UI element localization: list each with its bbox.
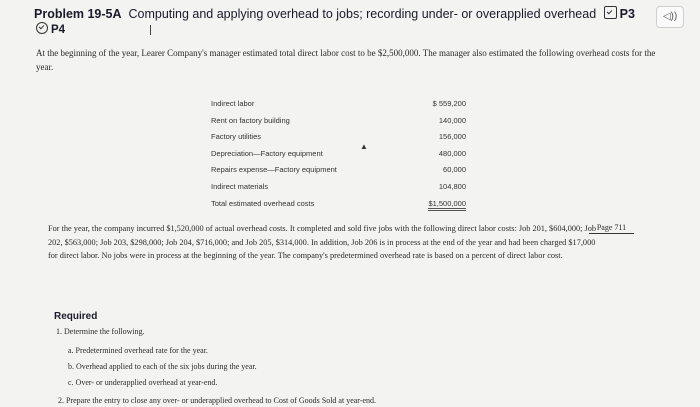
audio-speaker-button[interactable]: ◁)) [656, 6, 684, 28]
cost-row [211, 129, 469, 146]
cost-value: $1,500,000 [428, 199, 466, 211]
intro-paragraph: At the beginning of the year, Learer Company's manager estimated total direct labor cost to be $2,500,000. The manager also estimated the following overhead costs for the year. [36, 48, 656, 72]
required-item-2: 2. Prepare the entry to close any over- or underapplied overhead to Cost of Goods Sold at year-end. [58, 396, 377, 405]
cost-label: Factory utilities [211, 132, 262, 142]
problem-title [34, 6, 635, 21]
problem-number: Problem 19-5A [34, 7, 122, 21]
cost-label: Rent on factory building [211, 115, 290, 125]
cost-label: Indirect labor [211, 99, 255, 108]
cost-row [211, 179, 469, 196]
required-heading: Required [54, 311, 98, 322]
cost-value: 156,000 [438, 132, 466, 142]
cost-value: 60,000 [443, 165, 466, 175]
required-item-1c: c. Over- or underapplied overhead at year-end. [68, 378, 218, 387]
cost-label: Total estimated overhead costs [211, 198, 315, 208]
objective-p4: P4 [51, 24, 66, 36]
cost-value: 480,000 [438, 148, 466, 158]
cost-value: 104,800 [438, 181, 466, 191]
cost-label: Indirect materials [211, 181, 269, 191]
check-circle-icon [36, 22, 48, 34]
page-reference: Page 711 [589, 222, 634, 234]
cost-row [211, 113, 469, 130]
cost-label: Repairs expense—Factory equipment [211, 165, 337, 175]
cost-row [211, 96, 469, 113]
objective-line [36, 22, 65, 36]
cost-row [211, 146, 469, 163]
required-item-1a: a. Predetermined overhead rate for the year. [68, 346, 208, 355]
cost-total-row [211, 196, 469, 213]
checkbook-icon [604, 6, 617, 19]
mouse-pointer-icon: ▲ [360, 142, 368, 151]
cost-value: 140,000 [438, 115, 466, 125]
overhead-cost-table [211, 96, 469, 212]
cost-value: $ 559,200 [432, 99, 466, 108]
objective-p3: P3 [619, 7, 635, 21]
required-item-1b: b. Overhead applied to each of the six jobs during the year. [68, 362, 257, 371]
details-paragraph: For the year, the company incurred $1,520,000 of actual overhead costs. It completed and sold five jobs with the following direct labor costs: Job 201, $604,000; Job 202, $563,000; Job 203, $298,000; Job 204, $716,000; and Job 205, $314,000. In addition, Job 206 is in process at the end of the year and had been charged $17,000 for direct labor. No jobs were in process at the beginning of the year. The company's predetermined overhead rate is based on a percent of direct labor cost. [48, 224, 597, 261]
required-item-1: 1. Determine the following. [56, 327, 145, 336]
cost-label: Depreciation—Factory equipment [211, 148, 323, 158]
problem-title-text: Computing and applying overhead to jobs; recording under- or overapplied overhead [128, 7, 597, 21]
cost-row [211, 162, 469, 179]
text-cursor [150, 25, 151, 35]
